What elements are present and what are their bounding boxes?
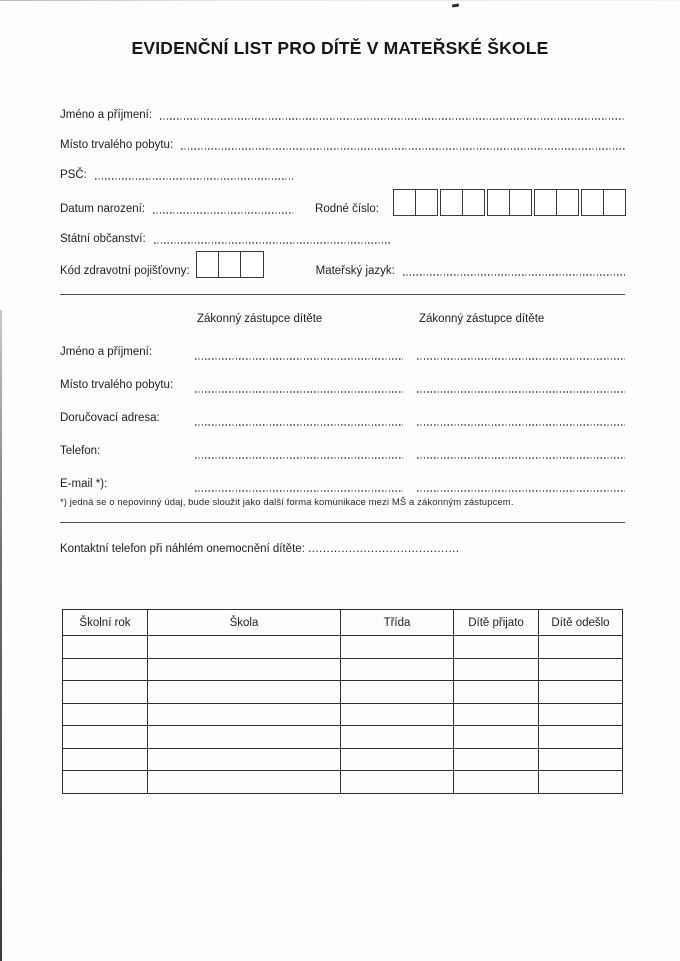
- guardian1-email-blank: [195, 490, 403, 492]
- header-school: Škola: [148, 610, 341, 636]
- field-row-insurance: [60, 246, 625, 278]
- table-cell-empty: [454, 681, 539, 704]
- birth-number-cell: [462, 190, 484, 215]
- birth-number-cell-pair: [487, 189, 532, 216]
- insurance-code-cell: [240, 252, 262, 277]
- school-history-table: [62, 609, 623, 794]
- birth-number-cell-pair: [534, 189, 579, 216]
- table-cell-empty: [341, 748, 454, 771]
- table-cell-empty: [454, 726, 539, 749]
- insurance-code-cell: [197, 252, 218, 277]
- field-row-citizenship: [60, 216, 625, 246]
- history-table-body: [63, 636, 623, 794]
- birth-date-blank: [153, 212, 293, 214]
- field-row-child-name: [60, 92, 625, 122]
- table-cell-empty: [341, 726, 454, 749]
- child-residence-blank: [181, 148, 625, 150]
- table-cell-empty: [63, 771, 148, 794]
- table-cell-empty: [148, 636, 341, 659]
- birth-number-cell-pair: [581, 189, 626, 216]
- table-cell-empty: [63, 636, 148, 659]
- guardian-headers-row: [60, 295, 625, 329]
- birth-date-label: Datum narození:: [60, 203, 146, 215]
- guardian-residence-label: Místo trvalého pobytu:: [60, 379, 174, 391]
- table-cell-empty: [539, 658, 623, 681]
- guardian2-residence-blank: [417, 391, 625, 393]
- mother-tongue-blank: [403, 274, 625, 276]
- table-cell-empty: [341, 681, 454, 704]
- table-cell-empty: [341, 636, 454, 659]
- table-cell-empty: [454, 636, 539, 659]
- field-row-child-residence: [60, 122, 625, 152]
- birth-number-cell-pair: [440, 189, 485, 216]
- header-child-admitted: Dítě přijato: [454, 610, 539, 636]
- birth-number-cell: [415, 190, 437, 215]
- table-cell-empty: [148, 658, 341, 681]
- form-body: [60, 92, 625, 794]
- guardian1-residence-blank: [195, 391, 403, 393]
- table-cell-empty: [148, 748, 341, 771]
- citizenship-label: Státní občanství:: [60, 233, 146, 245]
- birth-number-cell: [441, 190, 462, 215]
- child-zip-blank: [95, 178, 293, 180]
- table-cell-empty: [341, 658, 454, 681]
- table-cell-empty: [148, 681, 341, 704]
- guardian1-header: Zákonný zástupce dítěte: [197, 313, 323, 325]
- table-row: [63, 681, 623, 704]
- scan-artifact-left-edge: [0, 310, 2, 961]
- table-row: [63, 703, 623, 726]
- table-row: [63, 771, 623, 794]
- scan-artifact-top-edge: [0, 0, 680, 1]
- table-cell-empty: [539, 703, 623, 726]
- emergency-contact-blank: .........................................: [308, 543, 460, 555]
- header-child-left: Dítě odešlo: [539, 610, 623, 636]
- guardian1-name-blank: [195, 358, 403, 360]
- table-cell-empty: [148, 771, 341, 794]
- guardian2-header: Zákonný zástupce dítěte: [419, 313, 545, 325]
- child-residence-label: Místo trvalého pobytu:: [60, 139, 174, 151]
- child-name-blank: [160, 118, 625, 120]
- table-cell-empty: [454, 703, 539, 726]
- guardian1-phone-blank: [195, 457, 403, 459]
- table-cell-empty: [454, 748, 539, 771]
- guardian-name-label: Jméno a příjmení:: [60, 346, 153, 358]
- table-cell-empty: [148, 726, 341, 749]
- birth-number-grid: [393, 189, 626, 216]
- insurance-code-grid: [196, 251, 264, 278]
- birth-number-cell: [556, 190, 578, 215]
- birth-number-label: Rodné číslo:: [315, 203, 379, 215]
- birth-number-cell: [603, 190, 625, 215]
- table-cell-empty: [454, 771, 539, 794]
- guardian-mailing-label: Doručovací adresa:: [60, 412, 160, 424]
- citizenship-blank: [154, 242, 392, 244]
- table-cell-empty: [63, 681, 148, 704]
- table-header-row: [63, 610, 623, 636]
- header-school-year: Školní rok: [63, 610, 148, 636]
- table-row: [63, 726, 623, 749]
- table-cell-empty: [539, 726, 623, 749]
- guardian2-phone-blank: [417, 457, 625, 459]
- table-cell-empty: [63, 658, 148, 681]
- birth-number-cell: [488, 190, 509, 215]
- birth-number-cell: [535, 190, 556, 215]
- table-cell-empty: [539, 681, 623, 704]
- section-divider-2: [60, 522, 625, 523]
- table-row: [63, 636, 623, 659]
- scan-artifact-speck: [452, 4, 459, 8]
- insurance-code-label: Kód zdravotní pojišťovny:: [60, 265, 190, 277]
- child-name-label: Jméno a příjmení:: [60, 109, 153, 121]
- table-cell-empty: [341, 703, 454, 726]
- guardian-email-label: E-mail *):: [60, 478, 108, 490]
- emergency-contact-label: Kontaktní telefon při náhlém onemocnění dítěte:: [60, 543, 305, 555]
- table-cell-empty: [63, 703, 148, 726]
- birth-number-cell-pair: [393, 189, 438, 216]
- birth-number-cell: [582, 190, 603, 215]
- email-footnote: *) jedná se o nepovinný údaj, bude sloužit jako další forma komunikace mezi MŠ a zákonným zástupcem.: [60, 497, 514, 508]
- guardian2-email-blank: [417, 490, 625, 492]
- header-class: Třída: [341, 610, 454, 636]
- table-cell-empty: [539, 771, 623, 794]
- table-cell-empty: [341, 771, 454, 794]
- emergency-contact-row: [60, 543, 625, 555]
- table-cell-empty: [63, 726, 148, 749]
- page-title: EVIDENČNÍ LIST PRO DÍTĚ V MATEŘSKÉ ŠKOLE: [131, 38, 549, 58]
- birth-number-cell: [394, 190, 415, 215]
- guardian-phone-label: Telefon:: [60, 445, 101, 457]
- guardian2-mailing-blank: [417, 424, 625, 426]
- guardian2-name-blank: [417, 358, 625, 360]
- table-cell-empty: [454, 658, 539, 681]
- table-row: [63, 658, 623, 681]
- table-cell-empty: [539, 636, 623, 659]
- guardian1-mailing-blank: [195, 424, 403, 426]
- table-cell-empty: [539, 748, 623, 771]
- guardian-fields-grid: [60, 329, 625, 494]
- mother-tongue-label: Mateřský jazyk:: [315, 265, 395, 277]
- table-cell-empty: [63, 748, 148, 771]
- birth-number-cell: [509, 190, 531, 215]
- table-row: [63, 748, 623, 771]
- field-row-birth: [60, 182, 625, 216]
- child-zip-label: PSČ:: [60, 169, 87, 181]
- field-row-child-zip: [60, 152, 625, 182]
- table-cell-empty: [148, 703, 341, 726]
- insurance-code-cell: [218, 252, 240, 277]
